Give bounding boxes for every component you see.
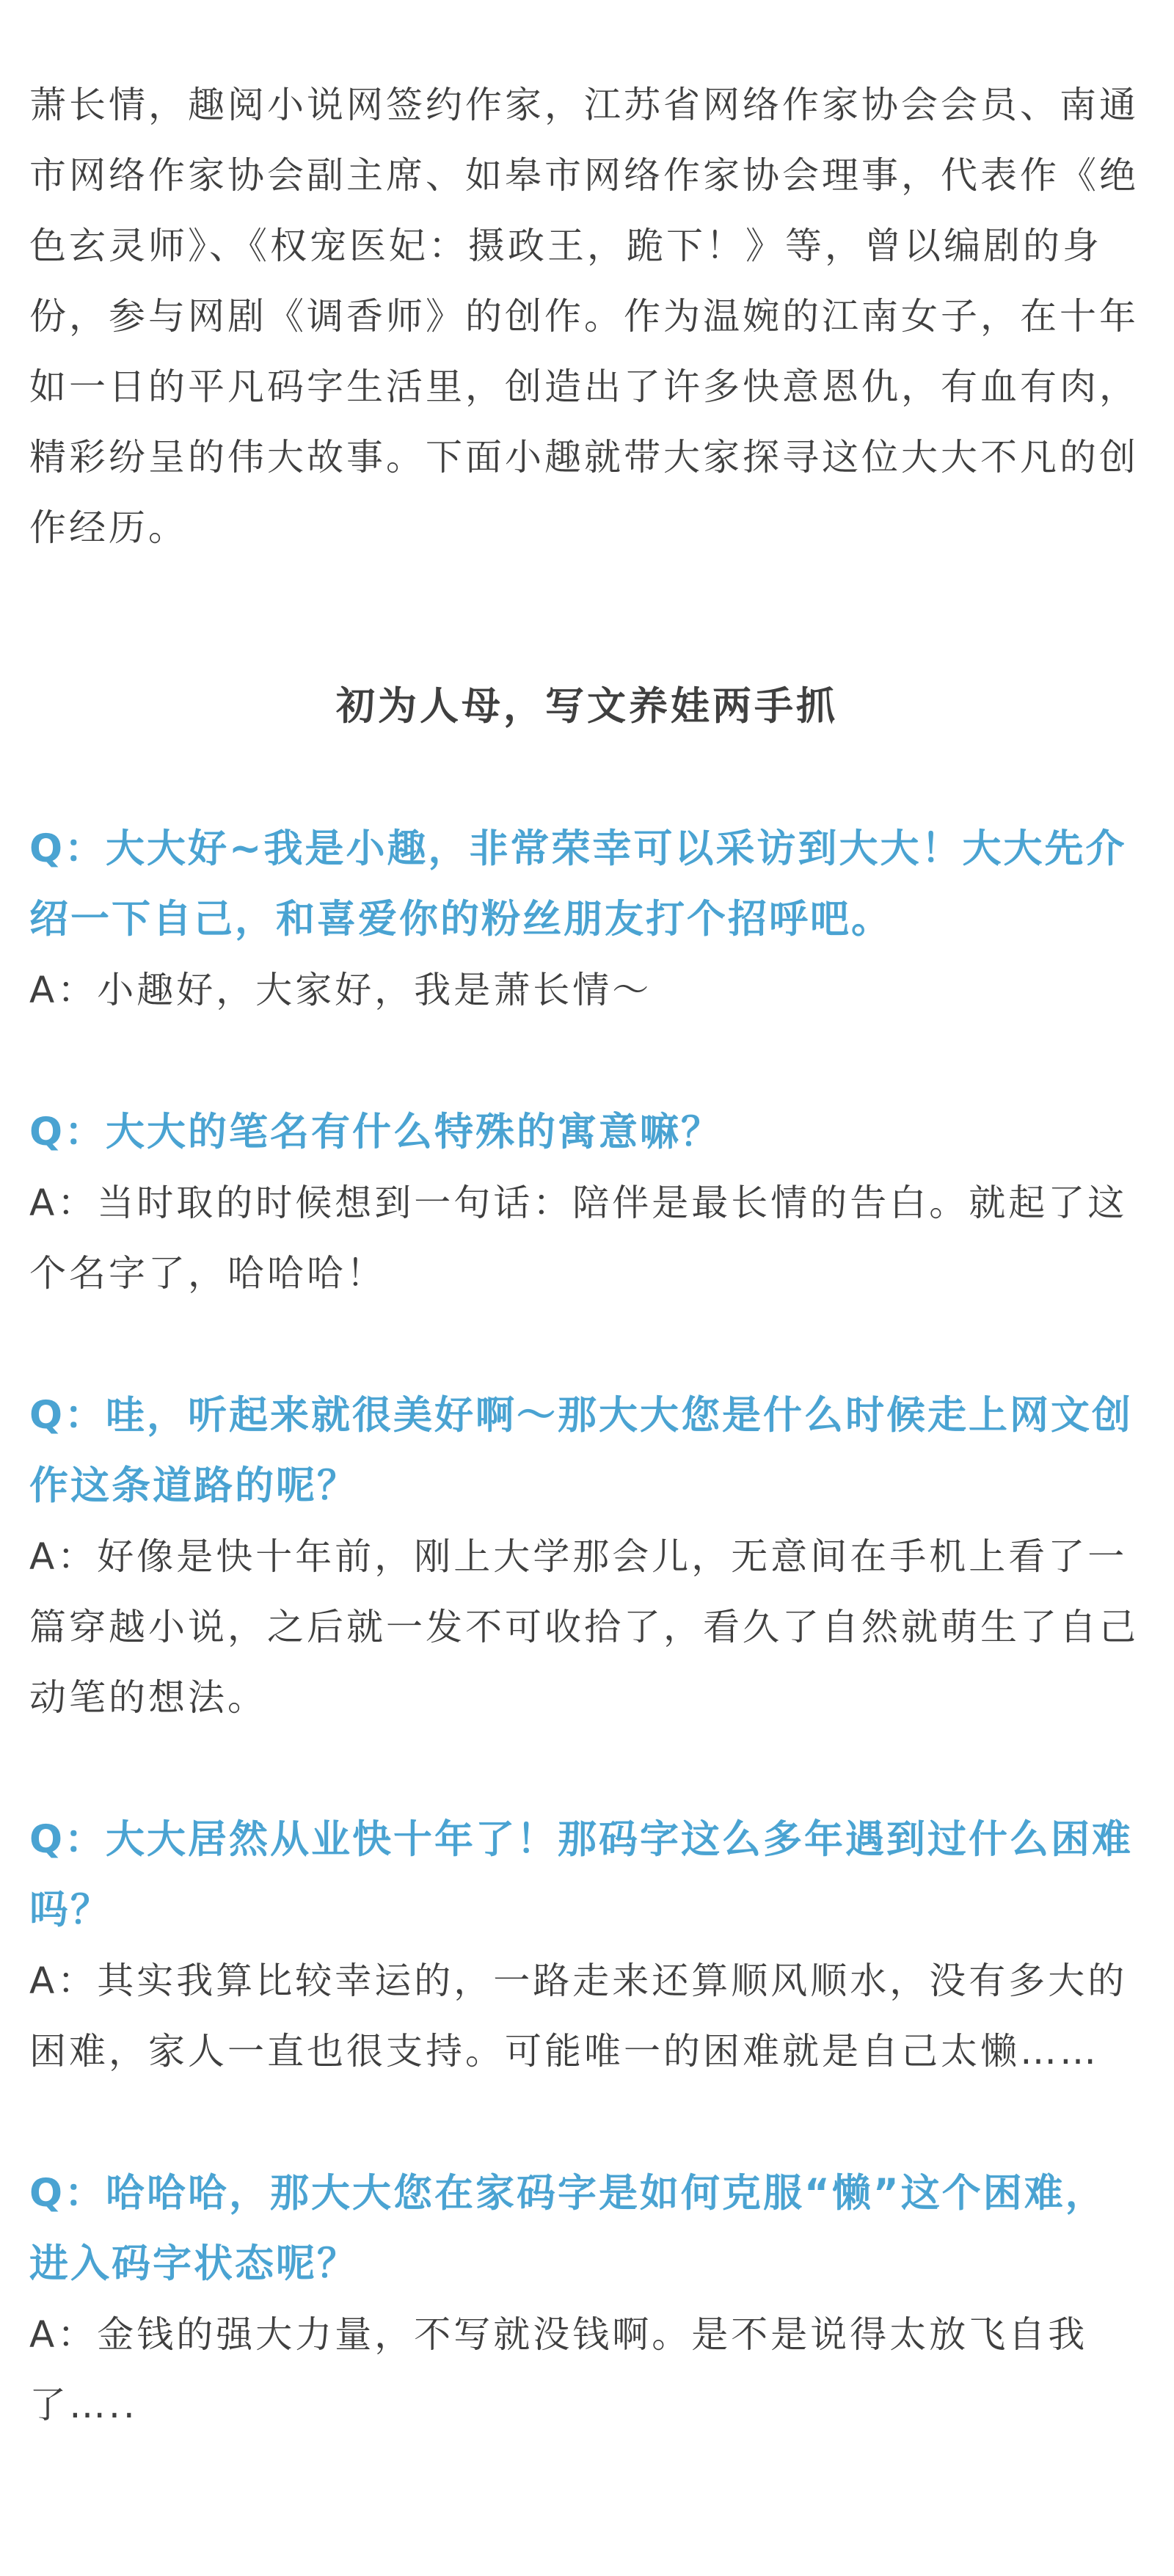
qa-list <box>29 814 1145 2440</box>
question-text: Q：大大好~我是小趣，非常荣幸可以采访到大大！大大先介绍一下自己，和喜爱你的粉丝朋友打个招呼吧。 <box>29 826 1127 942</box>
question-text: Q：哇，听起来就很美好啊～那大大您是什么时候走上网文创作这条道路的呢？ <box>29 1393 1134 1508</box>
question-text: Q：哈哈哈，那大大您在家码字是如何克服“懒”这个困难，进入码字状态呢？ <box>29 2171 1106 2286</box>
section-heading: 初为人母，写文养娃两手抓 <box>336 684 838 729</box>
qa-item <box>29 1380 1145 1733</box>
qa-item <box>29 1805 1145 2086</box>
qa-item <box>29 1097 1145 1309</box>
answer-text: A：其实我算比较幸运的，一路走来还算顺风顺水，没有多大的困难，家人一直也很支持。可能唯一的困难就是自己太懒…… <box>29 1960 1128 2073</box>
article <box>29 70 1145 2512</box>
answer-text: A：好像是快十年前，刚上大学那会儿，无意间在手机上看了一篇穿越小说，之后就一发不可收拾了，看久了自然就萌生了自己动笔的想法。 <box>29 1535 1139 1719</box>
answer-text: A：金钱的强大力量，不写就没钱啊。是不是说得太放飞自我了….. <box>29 2313 1088 2426</box>
question-text: Q：大大的笔名有什么特殊的寓意嘛？ <box>29 1110 723 1154</box>
answer-text: A：当时取的时候想到一句话：陪伴是最长情的告白。就起了这个名字了，哈哈哈！ <box>29 1182 1128 1295</box>
intro-paragraph: 萧长情，趣阅小说网签约作家，江苏省网络作家协会会员、南通市网络作家协会副主席、如皋市网络作家协会理事，代表作《绝色玄灵师》、《权宠医妃：摄政王，跪下！》等，曾以编剧的身份，参与网剧《调香师》的创作。作为温婉的江南女子，在十年如一日的平凡码字生活里，创造出了许多快意恩仇，有血有肉，精彩纷呈的伟大故事。下面小趣就带大家探寻这位大大不凡的创作经历。 <box>29 84 1139 549</box>
qa-item <box>29 2158 1145 2440</box>
qa-item <box>29 814 1145 1025</box>
answer-text: A：小趣好，大家好，我是萧长情～ <box>29 969 652 1011</box>
question-text: Q：大大居然从业快十年了！那码字这么多年遇到过什么困难吗？ <box>29 1817 1134 1932</box>
